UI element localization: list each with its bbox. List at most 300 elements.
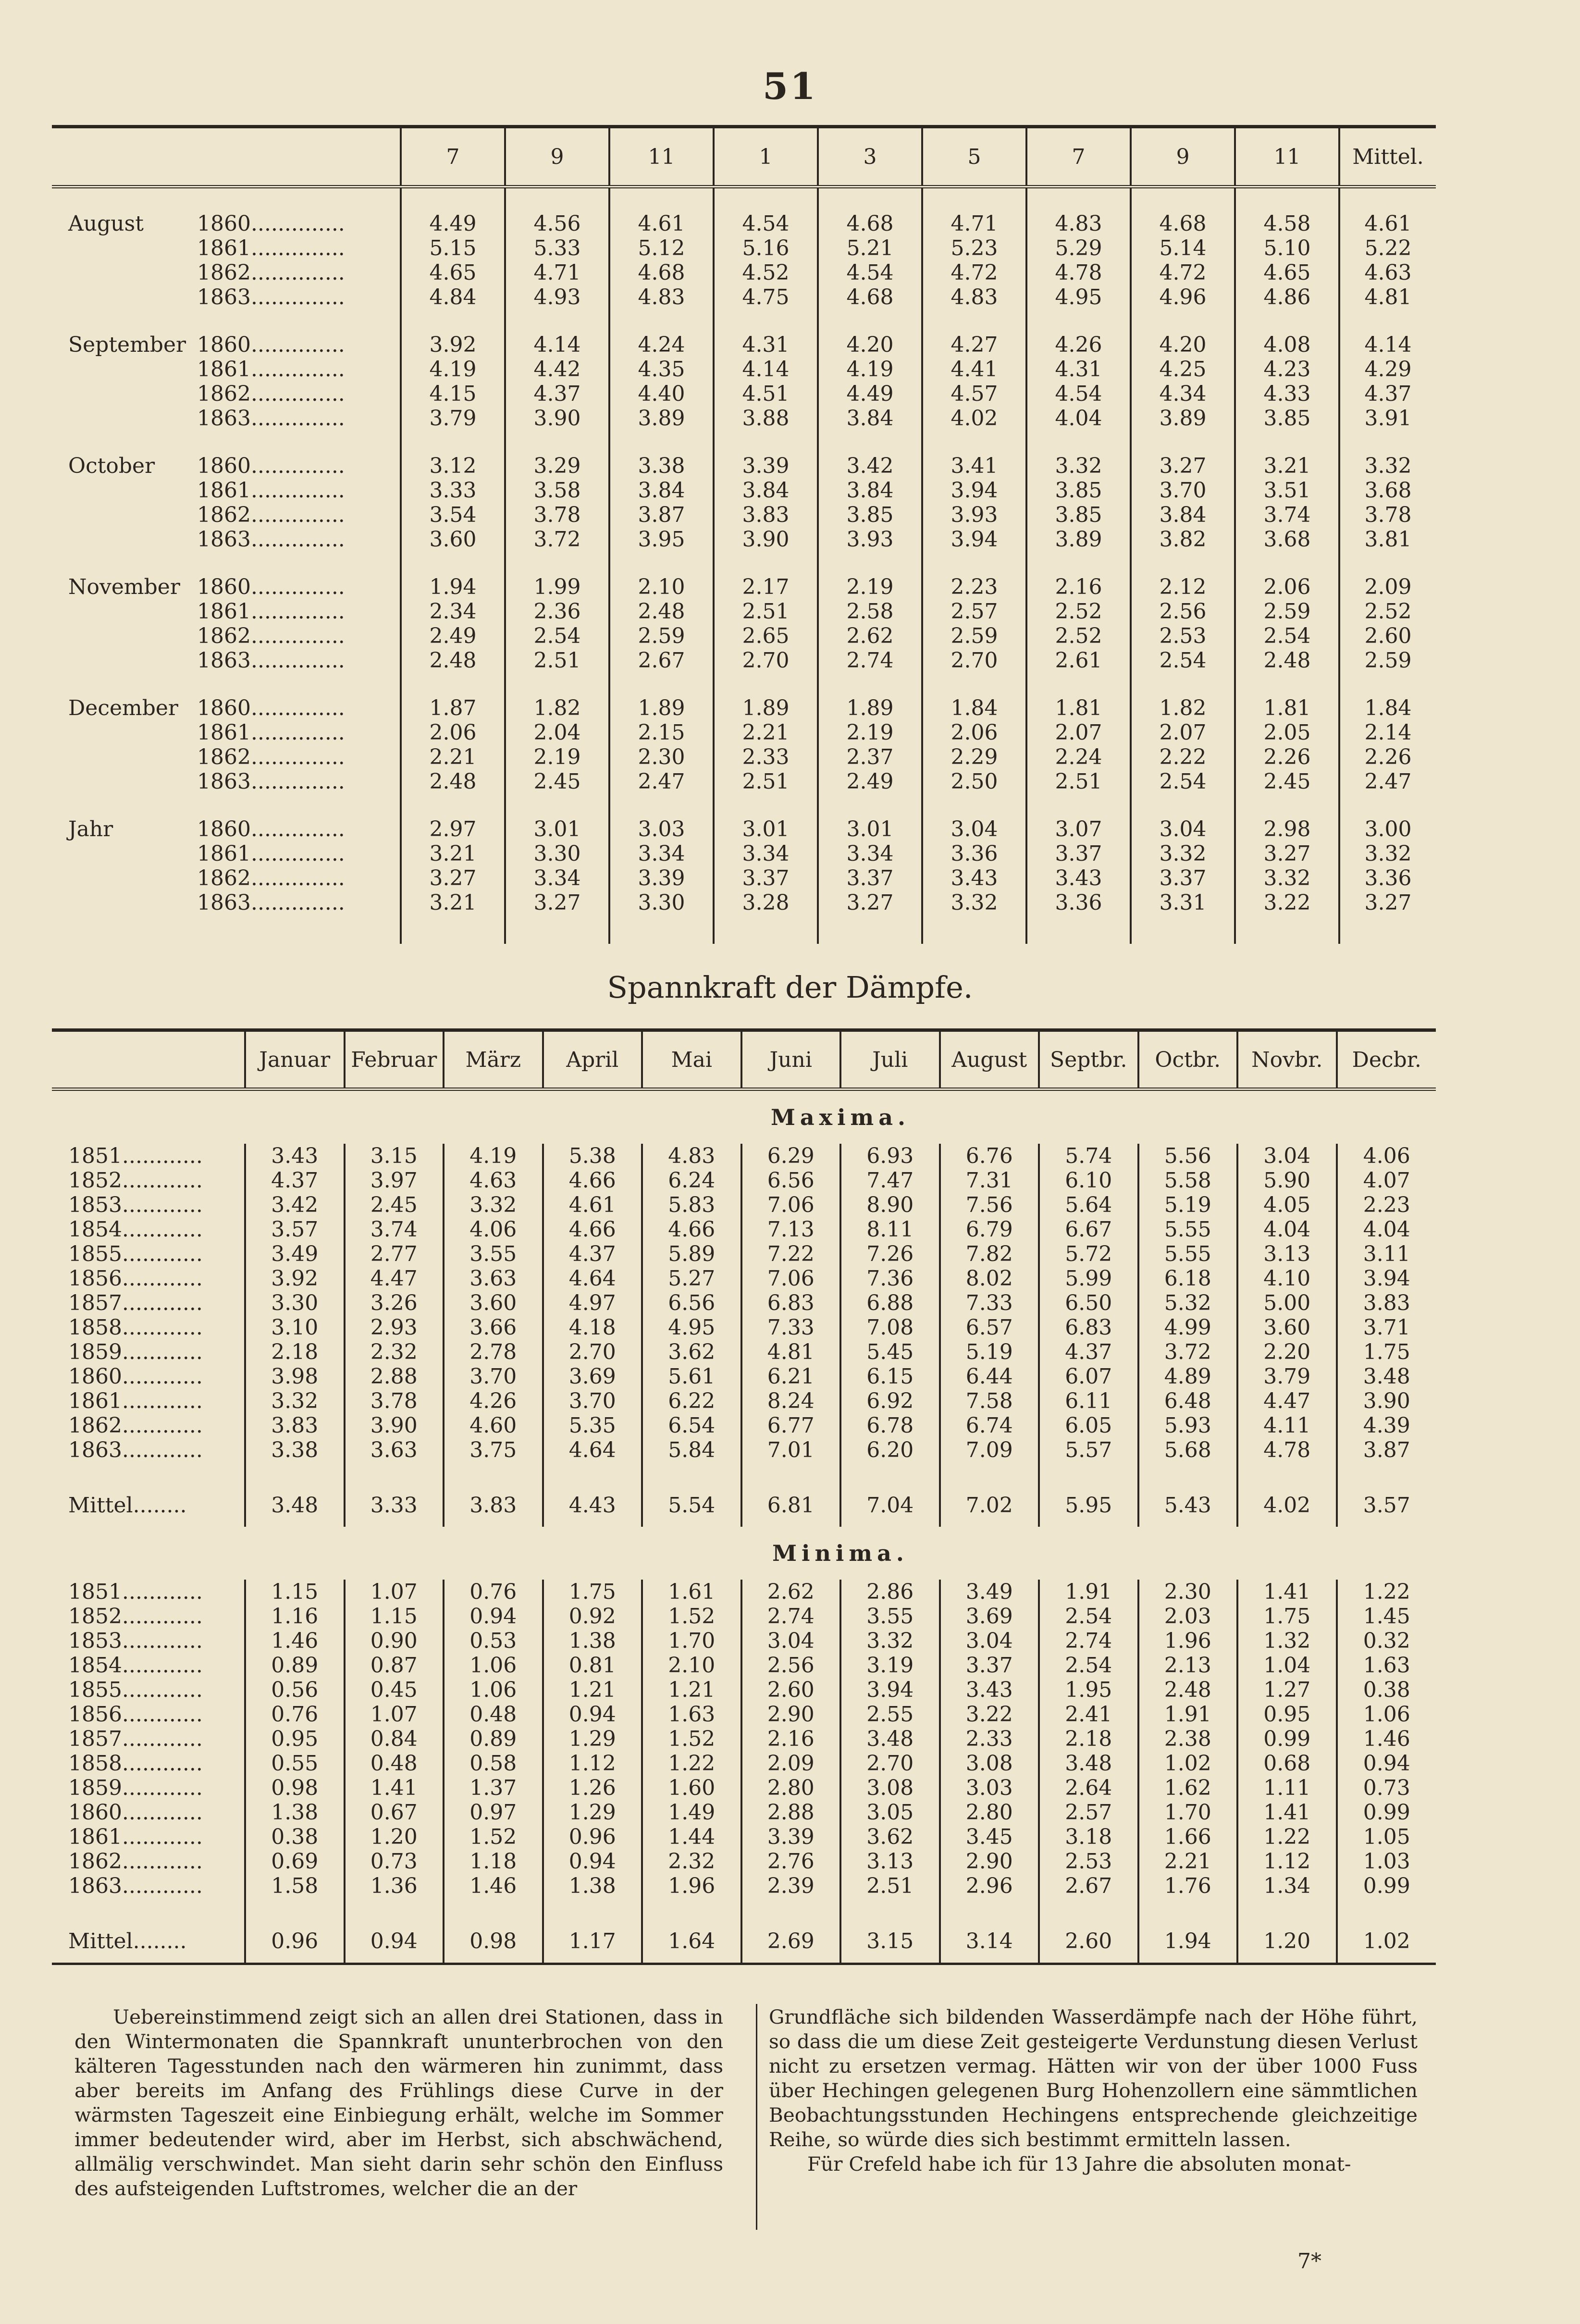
value-cell: 8.11	[840, 1217, 940, 1242]
value-cell: 4.71	[505, 260, 609, 285]
spacer-cell	[1131, 309, 1235, 333]
value-cell: 3.27	[818, 890, 922, 915]
spacer-cell	[609, 309, 714, 333]
value-cell: 4.95	[642, 1315, 741, 1340]
value-cell: 3.21	[401, 841, 505, 866]
column-divider	[756, 2004, 757, 2230]
leader-dots: ............	[122, 1825, 203, 1849]
value-cell: 3.36	[1339, 866, 1436, 890]
spacer-cell	[714, 915, 818, 944]
value-cell: 2.70	[714, 648, 818, 673]
table-row	[52, 1291, 1436, 1315]
mittel-value: 3.14	[940, 1919, 1039, 1964]
value-cell: 2.48	[609, 599, 714, 624]
value-cell: 2.48	[401, 769, 505, 794]
value-cell: 0.55	[245, 1751, 345, 1776]
table-row	[52, 1751, 1436, 1776]
value-cell: 3.98	[245, 1364, 345, 1389]
value-cell: 1.89	[714, 696, 818, 720]
row-label	[52, 1919, 245, 1964]
month-label: Jahr	[68, 817, 113, 841]
spacer-row	[52, 794, 1436, 817]
mittel-value: 0.96	[245, 1919, 345, 1964]
value-cell: 3.60	[401, 527, 505, 552]
row-label	[52, 1874, 245, 1898]
value-cell: 2.38	[1138, 1727, 1238, 1751]
value-cell: 1.62	[1138, 1776, 1238, 1800]
value-cell: 2.74	[818, 648, 922, 673]
value-cell: 0.90	[345, 1629, 444, 1653]
value-cell: 0.76	[444, 1580, 543, 1604]
value-cell: 1.06	[444, 1653, 543, 1678]
leader-dots: ............	[122, 1849, 203, 1874]
value-cell: 0.73	[345, 1849, 444, 1874]
paragraph: Grundfläche sich bildenden Wasserdämpfe nach der Höhe führt, so dass die um diese Zeit gesteigerte Verdunstung diesen Verlust nicht zu ersetzen vermag. Hätten wir von der über 1000 Fuss über Hechingen gelegenen Burg Hohenzollern eine sämmtlichen Beobachtungsstunden Hechingens entsprechende gleichzeitige Reihe, so würde dies sich bestimmt ermitteln lassen.	[769, 2005, 1418, 2151]
value-cell: 2.47	[1339, 769, 1436, 794]
value-cell: 3.85	[1235, 406, 1339, 431]
value-cell: 2.77	[345, 1242, 444, 1266]
value-cell: 3.19	[840, 1653, 940, 1678]
value-cell: 2.23	[1337, 1193, 1436, 1217]
value-cell: 4.63	[444, 1168, 543, 1193]
month-label: December	[68, 696, 178, 720]
row-label	[52, 841, 401, 866]
spacer-cell	[922, 915, 1026, 944]
mittel-value: 3.48	[245, 1483, 345, 1527]
value-cell: 3.38	[245, 1438, 345, 1462]
value-cell: 2.54	[1131, 648, 1235, 673]
value-cell: 6.93	[840, 1144, 940, 1168]
value-cell: 3.37	[714, 866, 818, 890]
value-cell: 2.96	[940, 1874, 1039, 1898]
value-cell: 4.61	[543, 1193, 642, 1217]
year-label: 1851	[68, 1580, 122, 1604]
mittel-value: 1.64	[642, 1919, 741, 1964]
value-cell: 6.56	[642, 1291, 741, 1315]
value-cell: 4.78	[1237, 1438, 1337, 1462]
value-cell: 4.18	[543, 1315, 642, 1340]
value-cell: 4.66	[642, 1217, 741, 1242]
spacer-row	[52, 187, 1436, 212]
table-row	[52, 890, 1436, 915]
value-cell: 1.22	[1337, 1580, 1436, 1604]
table-row	[52, 1315, 1436, 1340]
value-cell: 2.45	[1235, 769, 1339, 794]
spacer-cell	[1026, 915, 1131, 944]
value-cell: 1.22	[1237, 1825, 1337, 1849]
leader-dots: ..............	[250, 211, 345, 236]
value-cell: 3.32	[1339, 841, 1436, 866]
spacer-cell	[840, 1462, 940, 1483]
value-cell: 4.11	[1237, 1413, 1337, 1438]
value-cell: 3.30	[505, 841, 609, 866]
value-cell: 1.89	[818, 696, 922, 720]
spacer-row	[52, 1898, 1436, 1919]
value-cell: 2.52	[1339, 599, 1436, 624]
value-cell: 6.92	[840, 1389, 940, 1413]
value-cell: 6.79	[940, 1217, 1039, 1242]
value-cell: 3.87	[1337, 1438, 1436, 1462]
value-cell: 7.31	[940, 1168, 1039, 1193]
column-header: August	[940, 1030, 1039, 1089]
year-label: 1856	[68, 1702, 122, 1727]
value-cell: 3.69	[940, 1604, 1039, 1629]
value-cell: 2.55	[840, 1702, 940, 1727]
row-label	[52, 1751, 245, 1776]
value-cell: 6.54	[642, 1413, 741, 1438]
spacer-cell	[1039, 1462, 1138, 1483]
value-cell: 3.27	[401, 866, 505, 890]
value-cell: 2.22	[1131, 745, 1235, 769]
spacer-cell	[1026, 794, 1131, 817]
column-header: 1	[714, 127, 818, 187]
value-cell: 3.26	[345, 1291, 444, 1315]
value-cell: 3.60	[444, 1291, 543, 1315]
value-cell: 0.56	[245, 1678, 345, 1702]
spacer-cell	[505, 309, 609, 333]
value-cell: 1.15	[345, 1604, 444, 1629]
year-label: 1862	[197, 503, 251, 527]
value-cell: 2.34	[401, 599, 505, 624]
value-cell: 0.73	[1337, 1776, 1436, 1800]
value-cell: 4.52	[714, 260, 818, 285]
value-cell: 2.39	[741, 1874, 841, 1898]
value-cell: 2.54	[505, 624, 609, 648]
value-cell: 3.27	[1235, 841, 1339, 866]
value-cell: 2.48	[401, 648, 505, 673]
value-cell: 2.12	[1131, 575, 1235, 599]
value-cell: 0.53	[444, 1629, 543, 1653]
leader-dots: ............	[122, 1653, 203, 1678]
table-row	[52, 1825, 1436, 1849]
value-cell: 2.04	[505, 720, 609, 745]
value-cell: 3.01	[714, 817, 818, 841]
value-cell: 1.29	[543, 1800, 642, 1825]
value-cell: 4.14	[505, 333, 609, 357]
value-cell: 5.84	[642, 1438, 741, 1462]
spacer-cell	[1237, 1898, 1337, 1919]
value-cell: 3.93	[818, 527, 922, 552]
value-cell: 2.10	[642, 1653, 741, 1678]
value-cell: 7.13	[741, 1217, 841, 1242]
table-row	[52, 285, 1436, 309]
value-cell: 4.68	[1131, 211, 1235, 236]
value-cell: 2.54	[1039, 1604, 1138, 1629]
value-cell: 0.94	[543, 1702, 642, 1727]
spacer-cell	[1339, 552, 1436, 575]
value-cell: 3.85	[818, 503, 922, 527]
value-cell: 0.89	[245, 1653, 345, 1678]
value-cell: 5.38	[543, 1144, 642, 1168]
spacer-cell	[1026, 673, 1131, 696]
mittel-label: Mittel	[68, 1493, 133, 1518]
year-label: 1855	[68, 1678, 122, 1702]
value-cell: 0.76	[245, 1702, 345, 1727]
value-cell: 5.56	[1138, 1144, 1238, 1168]
value-cell: 3.66	[444, 1315, 543, 1340]
spacer-row	[52, 915, 1436, 944]
value-cell: 5.74	[1039, 1144, 1138, 1168]
value-cell: 2.21	[1138, 1849, 1238, 1874]
row-label	[52, 1702, 245, 1727]
spacer-row	[52, 673, 1436, 696]
value-cell: 3.62	[840, 1825, 940, 1849]
value-cell: 2.56	[741, 1653, 841, 1678]
value-cell: 8.02	[940, 1266, 1039, 1291]
year-label: 1853	[68, 1629, 122, 1653]
value-cell: 4.54	[818, 260, 922, 285]
value-cell: 4.64	[543, 1438, 642, 1462]
column-header	[52, 127, 401, 187]
value-cell: 2.16	[1026, 575, 1131, 599]
value-cell: 0.67	[345, 1800, 444, 1825]
value-cell: 3.32	[245, 1389, 345, 1413]
value-cell: 2.62	[818, 624, 922, 648]
value-cell: 3.83	[245, 1413, 345, 1438]
table-row	[52, 866, 1436, 890]
spacer-cell	[1131, 431, 1235, 454]
table-row	[52, 1800, 1436, 1825]
spacer-row	[52, 552, 1436, 575]
value-cell: 2.36	[505, 599, 609, 624]
value-cell: 0.38	[245, 1825, 345, 1849]
value-cell: 3.29	[505, 454, 609, 478]
value-cell: 3.89	[1026, 527, 1131, 552]
column-header: 9	[505, 127, 609, 187]
value-cell: 6.74	[940, 1413, 1039, 1438]
spacer-cell	[922, 431, 1026, 454]
value-cell: 0.92	[543, 1604, 642, 1629]
table-row	[52, 1727, 1436, 1751]
mittel-value: 1.02	[1337, 1919, 1436, 1964]
body-text-right	[769, 2005, 1418, 2176]
value-cell: 4.37	[505, 382, 609, 406]
value-cell: 0.95	[1237, 1702, 1337, 1727]
value-cell: 5.99	[1039, 1266, 1138, 1291]
spacer-cell	[1131, 915, 1235, 944]
spacer-cell	[818, 915, 922, 944]
value-cell: 1.91	[1138, 1702, 1238, 1727]
value-cell: 3.55	[840, 1604, 940, 1629]
value-cell: 3.03	[609, 817, 714, 841]
year-label: 1862	[197, 260, 251, 285]
month-label: November	[68, 575, 180, 599]
value-cell: 4.61	[1339, 211, 1436, 236]
year-label: 1862	[197, 624, 251, 648]
value-cell: 6.77	[741, 1413, 841, 1438]
value-cell: 2.97	[401, 817, 505, 841]
spacer-cell	[543, 1462, 642, 1483]
year-label: 1859	[68, 1776, 122, 1800]
value-cell: 4.42	[505, 357, 609, 382]
value-cell: 3.71	[1337, 1315, 1436, 1340]
spacer-cell	[714, 187, 818, 212]
value-cell: 7.33	[940, 1291, 1039, 1315]
leader-dots: ..............	[250, 236, 345, 260]
value-cell: 3.01	[505, 817, 609, 841]
value-cell: 2.57	[1039, 1800, 1138, 1825]
leader-dots: ........	[133, 1493, 187, 1518]
row-label	[52, 503, 401, 527]
value-cell: 3.27	[505, 890, 609, 915]
year-label: 1852	[68, 1604, 122, 1629]
value-cell: 5.16	[714, 236, 818, 260]
spacer-cell	[818, 794, 922, 817]
year-label: 1862	[68, 1413, 122, 1438]
spacer-cell	[1235, 794, 1339, 817]
leader-dots: ..............	[250, 648, 345, 673]
value-cell: 1.66	[1138, 1825, 1238, 1849]
value-cell: 4.14	[714, 357, 818, 382]
value-cell: 4.71	[922, 211, 1026, 236]
value-cell: 3.78	[1339, 503, 1436, 527]
spacer-cell	[505, 673, 609, 696]
value-cell: 3.68	[1235, 527, 1339, 552]
row-label	[52, 333, 401, 357]
leader-dots: ............	[122, 1168, 203, 1193]
spacer-cell	[505, 187, 609, 212]
value-cell: 4.64	[543, 1266, 642, 1291]
value-cell: 4.51	[714, 382, 818, 406]
value-cell: 2.57	[922, 599, 1026, 624]
value-cell: 1.38	[543, 1629, 642, 1653]
value-cell: 4.37	[1339, 382, 1436, 406]
row-label	[52, 1825, 245, 1849]
spacer-cell	[940, 1462, 1039, 1483]
value-cell: 2.52	[1026, 599, 1131, 624]
value-cell: 2.30	[609, 745, 714, 769]
value-cell: 1.49	[642, 1800, 741, 1825]
value-cell: 6.05	[1039, 1413, 1138, 1438]
value-cell: 1.41	[1237, 1580, 1337, 1604]
year-label: 1863	[197, 285, 251, 309]
table-row	[52, 503, 1436, 527]
year-label: 1862	[197, 382, 251, 406]
value-cell: 3.04	[1131, 817, 1235, 841]
section-title: Spannkraft der Dämpfe.	[607, 970, 973, 1005]
value-cell: 2.10	[609, 575, 714, 599]
value-cell: 1.70	[642, 1629, 741, 1653]
value-cell: 3.41	[922, 454, 1026, 478]
year-label: 1861	[197, 478, 251, 503]
row-label	[52, 1291, 245, 1315]
spacer-cell	[922, 673, 1026, 696]
value-cell: 5.72	[1039, 1242, 1138, 1266]
value-cell: 6.78	[840, 1413, 940, 1438]
value-cell: 4.04	[1026, 406, 1131, 431]
leader-dots: ..............	[250, 333, 345, 357]
value-cell: 4.47	[1237, 1389, 1337, 1413]
value-cell: 3.81	[1339, 527, 1436, 552]
table-row	[52, 1144, 1436, 1168]
value-cell: 5.83	[642, 1193, 741, 1217]
value-cell: 6.10	[1039, 1168, 1138, 1193]
table-row	[52, 1389, 1436, 1413]
spacer-cell	[714, 673, 818, 696]
value-cell: 3.34	[714, 841, 818, 866]
leader-dots: ..............	[250, 890, 345, 915]
value-cell: 2.54	[1235, 624, 1339, 648]
value-cell: 2.49	[818, 769, 922, 794]
value-cell: 2.06	[401, 720, 505, 745]
row-label	[52, 866, 401, 890]
value-cell: 3.57	[245, 1217, 345, 1242]
mittel-row	[52, 1919, 1436, 1964]
spacer-cell	[505, 915, 609, 944]
value-cell: 3.87	[609, 503, 714, 527]
year-label: 1858	[68, 1315, 122, 1340]
row-label	[52, 599, 401, 624]
value-cell: 3.42	[245, 1193, 345, 1217]
value-cell: 2.06	[1235, 575, 1339, 599]
column-header: März	[444, 1030, 543, 1089]
value-cell: 3.48	[1337, 1364, 1436, 1389]
mittel-value: 3.15	[840, 1919, 940, 1964]
row-label	[52, 720, 401, 745]
year-label: 1859	[68, 1340, 122, 1364]
value-cell: 3.54	[401, 503, 505, 527]
column-header: 9	[1131, 127, 1235, 187]
value-cell: 1.75	[543, 1580, 642, 1604]
value-cell: 7.06	[741, 1266, 841, 1291]
mittel-value: 0.94	[345, 1919, 444, 1964]
leader-dots: ..............	[250, 454, 345, 478]
value-cell: 4.33	[1235, 382, 1339, 406]
value-cell: 2.32	[345, 1340, 444, 1364]
value-cell: 0.99	[1337, 1874, 1436, 1898]
value-cell: 2.60	[741, 1678, 841, 1702]
value-cell: 0.68	[1237, 1751, 1337, 1776]
spacer-cell	[1039, 1898, 1138, 1919]
hourly-vapour-table	[52, 125, 1436, 944]
spacer-cell	[245, 1898, 345, 1919]
value-cell: 5.57	[1039, 1438, 1138, 1462]
value-cell: 3.39	[741, 1825, 841, 1849]
value-cell: 0.32	[1337, 1629, 1436, 1653]
value-cell: 3.13	[840, 1849, 940, 1874]
value-cell: 4.65	[401, 260, 505, 285]
value-cell: 5.93	[1138, 1413, 1238, 1438]
value-cell: 1.82	[505, 696, 609, 720]
value-cell: 4.29	[1339, 357, 1436, 382]
spacer-cell	[52, 1898, 245, 1919]
value-cell: 2.90	[741, 1702, 841, 1727]
table-row	[52, 478, 1436, 503]
value-cell: 6.48	[1138, 1389, 1238, 1413]
value-cell: 3.79	[1237, 1364, 1337, 1389]
value-cell: 3.85	[1026, 478, 1131, 503]
value-cell: 2.18	[245, 1340, 345, 1364]
value-cell: 5.10	[1235, 236, 1339, 260]
spacer-cell	[922, 187, 1026, 212]
year-label: 1860	[68, 1364, 122, 1389]
spacer-cell	[940, 1898, 1039, 1919]
value-cell: 4.23	[1235, 357, 1339, 382]
value-cell: 3.84	[818, 478, 922, 503]
value-cell: 4.10	[1237, 1266, 1337, 1291]
section-row	[52, 1089, 1436, 1144]
table-row	[52, 1364, 1436, 1389]
value-cell: 2.98	[1235, 817, 1339, 841]
row-label	[52, 1266, 245, 1291]
value-cell: 3.78	[345, 1389, 444, 1413]
spacer-row	[52, 431, 1436, 454]
value-cell: 3.84	[818, 406, 922, 431]
value-cell: 3.45	[940, 1825, 1039, 1849]
spacer-cell	[1235, 673, 1339, 696]
row-label	[52, 1340, 245, 1364]
value-cell: 1.96	[1138, 1629, 1238, 1653]
